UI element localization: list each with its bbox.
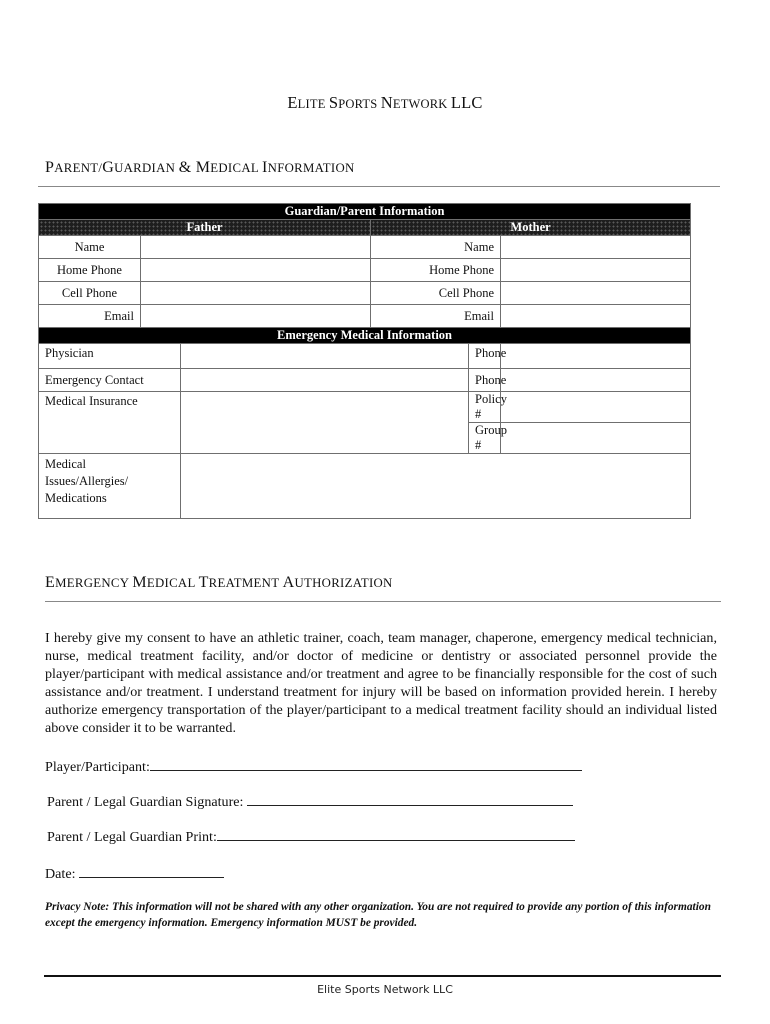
authorization-paragraph: I hereby give my consent to have an athletic trainer, coach, team manager, chaperone, emergency medical technician, nurse, medical treatment facility, and/or doctor of medicine or dentistry or associated personnel provide the player/participant with medical assistance and/or treatment and agree to be financially responsible for the cost of such assistance and/or treatment. I understand treatment for injury will be based on information provided herein. I hereby authorize emergency transportation of the player/participant to a medical treatment facility should an individual listed above consider it to be warranted.	[45, 630, 717, 736]
emergency-contact-label: Emergency Contact	[39, 369, 181, 392]
word-nformation: NFORMATION	[267, 161, 355, 175]
cap-e: E	[45, 574, 56, 591]
word-uardian: UARDIAN	[114, 161, 179, 175]
father-email-field[interactable]	[141, 305, 371, 328]
date-line[interactable]	[79, 864, 224, 878]
father-header: Father	[39, 220, 371, 236]
medical-issues-label: Medical Issues/Allergies/ Medications	[39, 454, 181, 519]
page-footer: Elite Sports Network LLC	[317, 983, 453, 996]
company-title-n: N	[380, 93, 393, 112]
mother-name-field[interactable]	[501, 236, 691, 259]
cap-g: G	[102, 159, 115, 176]
company-title	[0, 93, 770, 113]
word-reatment: REATMENT	[208, 576, 283, 590]
date-row	[45, 864, 224, 883]
guardian-info-header: Guardian/Parent Information	[39, 204, 691, 220]
medical-insurance-field[interactable]	[181, 392, 469, 454]
company-title-e: E	[287, 93, 298, 112]
player-participant-label: Player/Participant:	[45, 759, 150, 775]
company-title-s: S	[328, 93, 339, 112]
ampersand: &	[178, 159, 196, 176]
mother-cell-phone-label: Cell Phone	[371, 282, 501, 305]
company-title-lite: LITE	[297, 97, 329, 111]
date-label: Date:	[45, 866, 76, 882]
physician-phone-label: Phone	[469, 344, 501, 369]
guardian-signature-row	[47, 792, 573, 811]
group-number-field[interactable]	[501, 423, 691, 454]
emergency-contact-field[interactable]	[181, 369, 469, 392]
policy-number-label: Policy #	[469, 392, 501, 423]
mother-header: Mother	[371, 220, 691, 236]
father-name-label: Name	[39, 236, 141, 259]
mother-email-field[interactable]	[501, 305, 691, 328]
company-title-llc: LLC	[450, 93, 483, 112]
group-number-label: Group #	[469, 423, 501, 454]
father-email-label: Email	[39, 305, 141, 328]
medical-insurance-label: Medical Insurance	[39, 392, 181, 454]
section-divider	[38, 186, 720, 187]
guardian-signature-label: Parent / Legal Guardian Signature:	[47, 794, 244, 810]
guardian-medical-table	[38, 203, 691, 519]
mother-home-phone-field[interactable]	[501, 259, 691, 282]
section-title-parent-guardian	[45, 159, 355, 177]
father-home-phone-field[interactable]	[141, 259, 371, 282]
physician-label: Physician	[39, 344, 181, 369]
mother-name-label: Name	[371, 236, 501, 259]
word-uthorization: UTHORIZATION	[294, 576, 393, 590]
father-home-phone-label: Home Phone	[39, 259, 141, 282]
cap-t: T	[198, 574, 209, 591]
company-title-ports: PORTS	[338, 97, 381, 111]
emergency-contact-phone-field[interactable]	[501, 369, 691, 392]
word-arent: ARENT/	[54, 161, 103, 175]
mother-cell-phone-field[interactable]	[501, 282, 691, 305]
privacy-note: Privacy Note: This information will not be shared with any other organization. You are not required to provide any portion of this information except the emergency information. Emergency information MUST be provided.	[45, 901, 711, 929]
emergency-medical-header: Emergency Medical Information	[39, 328, 691, 344]
medical-issues-field[interactable]	[181, 454, 691, 519]
mother-home-phone-label: Home Phone	[371, 259, 501, 282]
company-title-etwork: ETWORK	[392, 97, 451, 111]
section-divider-2	[45, 601, 721, 602]
guardian-print-line[interactable]	[217, 827, 575, 841]
policy-number-field[interactable]	[501, 392, 691, 423]
cap-m2: M	[132, 574, 147, 591]
player-participant-row	[45, 757, 582, 776]
word-mergency: MERGENCY	[55, 576, 133, 590]
cap-i: I	[262, 159, 268, 176]
guardian-signature-line[interactable]	[247, 792, 573, 806]
guardian-print-label: Parent / Legal Guardian Print:	[47, 829, 217, 845]
word-edical2: EDICAL	[146, 576, 199, 590]
footer-divider	[44, 975, 721, 977]
father-cell-phone-field[interactable]	[141, 282, 371, 305]
cap-m: M	[195, 159, 211, 176]
section-title-emergency-authorization	[45, 574, 393, 592]
word-edical: EDICAL	[210, 161, 263, 175]
emergency-contact-phone-label: Phone	[469, 369, 501, 392]
father-name-field[interactable]	[141, 236, 371, 259]
player-participant-line[interactable]	[150, 757, 582, 771]
cap-p: P	[45, 159, 55, 176]
guardian-print-row	[47, 827, 575, 846]
mother-email-label: Email	[371, 305, 501, 328]
father-cell-phone-label: Cell Phone	[39, 282, 141, 305]
physician-phone-field[interactable]	[501, 344, 691, 369]
physician-field[interactable]	[181, 344, 469, 369]
cap-a: A	[282, 574, 295, 591]
